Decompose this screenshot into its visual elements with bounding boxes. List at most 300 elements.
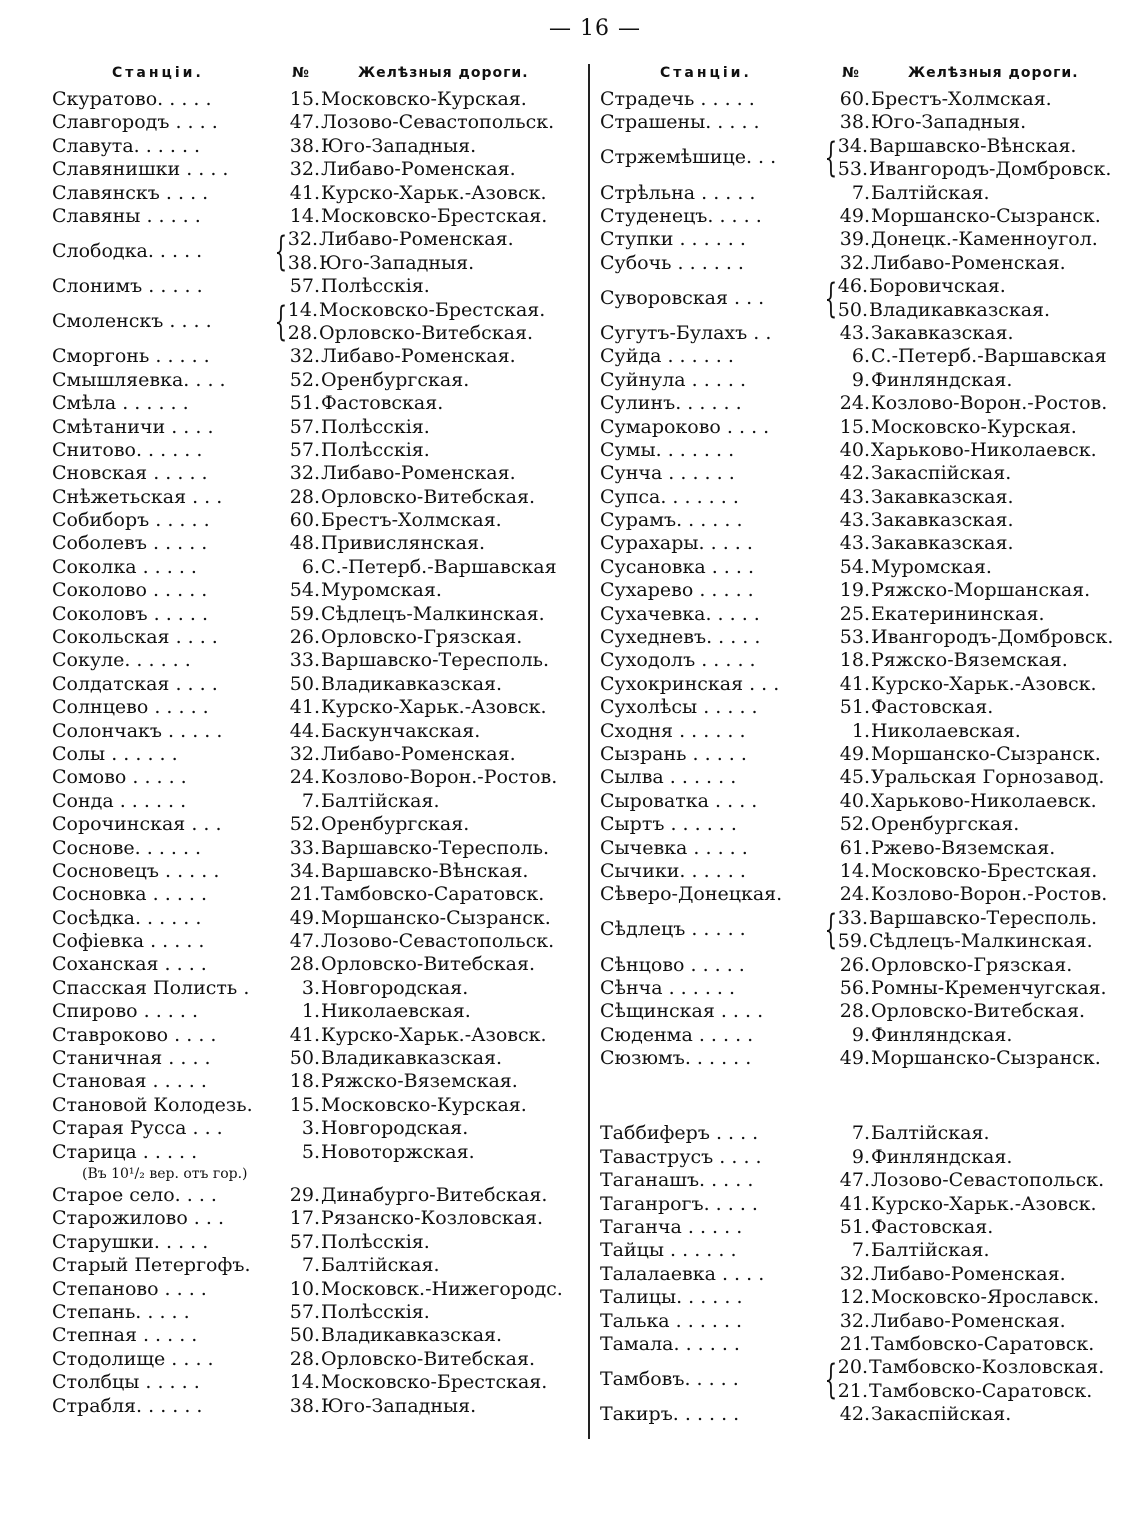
station-name: Сморгонь . . . . . bbox=[52, 345, 210, 368]
railway-list bbox=[282, 299, 545, 346]
railway-name: Либаво-Роменская. bbox=[319, 228, 514, 251]
railway-name: Лозово-Севастопольск. bbox=[871, 1169, 1105, 1192]
station-row bbox=[600, 907, 1140, 954]
station-row bbox=[52, 1254, 584, 1277]
station-row bbox=[600, 322, 1140, 345]
railway-number: 10. bbox=[289, 1277, 320, 1300]
railway-name: Орловско-Витебская. bbox=[321, 1347, 536, 1370]
railway-name: Московско-Ярославск. bbox=[871, 1286, 1100, 1309]
railway-number: 32. bbox=[839, 251, 870, 274]
station-row bbox=[600, 766, 1140, 789]
railway-number: 9. bbox=[851, 1145, 870, 1168]
station-row bbox=[600, 860, 1140, 883]
railway-number: 3. bbox=[301, 976, 320, 999]
railway-number: 21. bbox=[837, 1379, 868, 1402]
station-row bbox=[600, 1193, 1140, 1216]
station-name: Сокуле. . . . . . bbox=[52, 649, 191, 672]
railway-list bbox=[282, 228, 514, 275]
station-name: Сурамъ. . . . . . bbox=[600, 509, 743, 532]
station-name: Степная . . . . . bbox=[52, 1324, 198, 1347]
railway-number: 24. bbox=[289, 766, 320, 789]
railway-number: 33. bbox=[837, 906, 868, 929]
station-name: Сусановка . . . . bbox=[600, 555, 755, 578]
railway-number: 57. bbox=[289, 1230, 320, 1253]
station-row bbox=[600, 649, 1140, 672]
station-name: Талька . . . . . . bbox=[600, 1309, 743, 1332]
station-name: Сосновецъ . . . . . bbox=[52, 859, 220, 882]
station-row bbox=[600, 1403, 1140, 1426]
station-name: Становой Колодезь. bbox=[52, 1093, 253, 1116]
railway-number: 12. bbox=[839, 1286, 870, 1309]
railway-name: Закавказская. bbox=[871, 532, 1014, 555]
railway-name: Муромская. bbox=[321, 579, 442, 602]
railway-name: Моршанско-Сызранск. bbox=[321, 906, 551, 929]
railway-name: Ромны-Кременчугская. bbox=[871, 976, 1107, 999]
railway-entry bbox=[832, 135, 1111, 158]
railway-name: Курско-Харьк.-Азовск. bbox=[871, 672, 1097, 695]
station-row bbox=[600, 837, 1140, 860]
header-number: № bbox=[842, 65, 860, 81]
station-row bbox=[52, 1070, 584, 1093]
station-row bbox=[52, 696, 584, 719]
railway-number: 15. bbox=[289, 88, 320, 110]
railway-number: 33. bbox=[289, 836, 320, 859]
station-name: Станичная . . . . bbox=[52, 1047, 211, 1070]
railway-number: 57. bbox=[289, 1300, 320, 1323]
railway-name: Либаво-Роменская. bbox=[321, 742, 516, 765]
railway-name: Сѣдлецъ-Малкинская. bbox=[869, 930, 1093, 953]
railway-name: Полѣсскія. bbox=[321, 1230, 430, 1253]
station-name: Сухедневъ. . . . . bbox=[600, 626, 761, 649]
railway-number: 17. bbox=[289, 1207, 320, 1230]
header-railway: Желѣзныя дороги. bbox=[358, 65, 529, 81]
station-row bbox=[52, 532, 584, 555]
railway-number: 49. bbox=[839, 742, 870, 765]
station-row bbox=[600, 813, 1140, 836]
station-row bbox=[600, 1216, 1140, 1239]
station-name: Соханская . . . . bbox=[52, 953, 207, 976]
station-name: Соснове. . . . . . bbox=[52, 836, 202, 859]
station-name: Сѣверо-Донецкая. bbox=[600, 883, 783, 906]
railway-name: Новгородская. bbox=[321, 1117, 469, 1140]
station-name: Стржемѣшице. . . bbox=[600, 146, 777, 169]
railway-number: 25. bbox=[839, 602, 870, 625]
station-row bbox=[52, 953, 584, 976]
station-name: Славянскъ . . . . bbox=[52, 181, 209, 204]
station-row bbox=[52, 1184, 584, 1207]
railway-entry bbox=[282, 252, 514, 275]
station-row bbox=[52, 1278, 584, 1301]
station-name: Сугутъ-Булахъ . . bbox=[600, 321, 772, 344]
railway-number: 49. bbox=[839, 204, 870, 227]
station-row bbox=[600, 111, 1140, 134]
station-row bbox=[52, 182, 584, 205]
railway-number: 1. bbox=[851, 719, 870, 742]
railway-number: 48. bbox=[289, 532, 320, 555]
station-row bbox=[52, 649, 584, 672]
station-row bbox=[600, 462, 1140, 485]
station-row bbox=[52, 556, 584, 579]
railway-name: Балтійская. bbox=[321, 1254, 440, 1277]
station-row bbox=[600, 1239, 1140, 1262]
brace-icon: { bbox=[824, 907, 838, 954]
railway-number: 6. bbox=[301, 555, 320, 578]
station-name: Сызрань . . . . . bbox=[600, 742, 747, 765]
railway-name: Курско-Харьк.-Азовск. bbox=[321, 1023, 547, 1046]
station-row bbox=[600, 603, 1140, 626]
station-name: Сонда . . . . . . bbox=[52, 789, 187, 812]
station-row bbox=[600, 392, 1140, 415]
station-name: Суворовская . . . bbox=[600, 286, 765, 309]
station-name: Славгородъ . . . . bbox=[52, 111, 218, 134]
station-list bbox=[600, 88, 1140, 1427]
railway-name: Козлово-Ворон.-Ростов. bbox=[321, 766, 558, 789]
railway-name: С.-Петерб.-Варшавская bbox=[321, 555, 557, 578]
station-name: Талалаевка . . . . bbox=[600, 1262, 765, 1285]
station-row bbox=[600, 439, 1140, 462]
railway-name: Московско-Брестская. bbox=[321, 204, 548, 227]
railway-number: 15. bbox=[839, 415, 870, 438]
railway-number: 18. bbox=[289, 1070, 320, 1093]
station-name: Смоленскъ . . . . bbox=[52, 310, 212, 333]
station-row bbox=[52, 1395, 584, 1418]
station-row bbox=[600, 696, 1140, 719]
railway-number: 32. bbox=[287, 228, 318, 251]
station-name: Такиръ. . . . . . bbox=[600, 1403, 740, 1426]
station-name: Спасская Полисть . bbox=[52, 976, 250, 999]
station-name: Снитово. . . . . . bbox=[52, 438, 203, 461]
railway-name: Муромская. bbox=[871, 555, 992, 578]
railway-name: Орловско-Витебская. bbox=[321, 485, 536, 508]
railway-number: 24. bbox=[839, 392, 870, 415]
station-name: Сухачевка. . . . . bbox=[600, 602, 760, 625]
railway-number: 43. bbox=[839, 532, 870, 555]
station-row bbox=[600, 416, 1140, 439]
railway-number: 44. bbox=[289, 719, 320, 742]
station-row bbox=[52, 1324, 584, 1347]
railway-list bbox=[832, 135, 1111, 182]
railway-name: Владикавказская. bbox=[869, 298, 1051, 321]
column-divider bbox=[588, 64, 590, 1439]
station-row bbox=[52, 439, 584, 462]
railway-number: 7. bbox=[851, 1239, 870, 1262]
railway-name: Закаспійская. bbox=[871, 1403, 1012, 1426]
station-row bbox=[600, 1356, 1140, 1403]
station-name: Страбля. . . . . . bbox=[52, 1394, 203, 1417]
station-row bbox=[52, 1141, 584, 1164]
station-name: Сычевка . . . . . bbox=[600, 836, 748, 859]
railway-number: 46. bbox=[837, 275, 868, 298]
railway-name: Московско-Курская. bbox=[871, 415, 1077, 438]
station-name: Сѣнча . . . . . . bbox=[600, 976, 736, 999]
station-row bbox=[600, 1169, 1140, 1192]
railway-name: Московско-Брестская. bbox=[871, 859, 1098, 882]
railway-number: 42. bbox=[839, 1403, 870, 1426]
railway-name: Варшавско-Вѣнская. bbox=[869, 134, 1077, 157]
station-row bbox=[52, 111, 584, 134]
station-name: Сѣнцово . . . . . bbox=[600, 953, 745, 976]
railway-name: Орловско-Грязская. bbox=[871, 953, 1073, 976]
station-row bbox=[52, 790, 584, 813]
railway-number: 41. bbox=[289, 1023, 320, 1046]
station-row bbox=[52, 509, 584, 532]
railway-number: 34. bbox=[289, 859, 320, 882]
railway-number: 28. bbox=[287, 321, 318, 344]
railway-name: Финляндская. bbox=[871, 1145, 1013, 1168]
railway-entry bbox=[832, 299, 1050, 322]
railway-number: 14. bbox=[287, 298, 318, 321]
railway-number: 19. bbox=[839, 579, 870, 602]
railway-name: Юго-Западныя. bbox=[321, 1394, 477, 1417]
station-name: Сходня . . . . . . bbox=[600, 719, 746, 742]
railway-name: Полѣсскія. bbox=[321, 438, 430, 461]
station-row bbox=[600, 954, 1140, 977]
station-row bbox=[52, 860, 584, 883]
railway-name: Оренбургская. bbox=[321, 813, 470, 836]
railway-number: 54. bbox=[839, 555, 870, 578]
railway-number: 50. bbox=[289, 1047, 320, 1070]
railway-name: Тамбовско-Саратовск. bbox=[871, 1332, 1095, 1355]
railway-name: Орловско-Витебская. bbox=[319, 321, 534, 344]
station-name: Таганашъ. . . . . bbox=[600, 1169, 754, 1192]
station-name: Сосновка . . . . . bbox=[52, 883, 208, 906]
brace-icon: { bbox=[824, 1356, 838, 1403]
station-name: Старая Русса . . . bbox=[52, 1117, 223, 1140]
station-name: Солы . . . . . . bbox=[52, 742, 178, 765]
railway-number: 57. bbox=[289, 415, 320, 438]
station-row bbox=[600, 135, 1140, 182]
railway-number: 28. bbox=[289, 1347, 320, 1370]
station-row bbox=[52, 720, 584, 743]
railway-name: Московско-Курская. bbox=[321, 88, 527, 110]
railway-name: Юго-Западныя. bbox=[319, 251, 475, 274]
railway-name: Варшавско-Тересполь. bbox=[869, 906, 1098, 929]
header-station: Станцiи. bbox=[112, 65, 204, 81]
railway-name: Боровичская. bbox=[869, 275, 1006, 298]
railway-name: Моршанско-Сызранск. bbox=[871, 1047, 1101, 1070]
station-name: Сѣщинская . . . . bbox=[600, 1000, 764, 1023]
station-name: Супса. . . . . . . bbox=[600, 485, 739, 508]
station-row bbox=[52, 345, 584, 368]
railway-name: Моршанско-Сызранск. bbox=[871, 742, 1101, 765]
railway-number: 33. bbox=[289, 649, 320, 672]
railway-number: 14. bbox=[289, 1371, 320, 1394]
station-row bbox=[52, 837, 584, 860]
station-name: Таганча . . . . . bbox=[600, 1216, 743, 1239]
station-name: Солнцево . . . . . bbox=[52, 696, 209, 719]
railway-number: 43. bbox=[839, 321, 870, 344]
station-name: Сумароково . . . . bbox=[600, 415, 770, 438]
station-name: Скуратово. . . . . bbox=[52, 88, 212, 110]
station-row bbox=[600, 486, 1140, 509]
railway-list bbox=[832, 1356, 1104, 1403]
station-name: Талицы. . . . . . bbox=[600, 1286, 743, 1309]
railway-number: 45. bbox=[839, 766, 870, 789]
railway-number: 61. bbox=[839, 836, 870, 859]
station-name: Старица . . . . . bbox=[52, 1140, 198, 1163]
railway-name: Балтійская. bbox=[871, 1122, 990, 1145]
station-row bbox=[600, 345, 1140, 368]
station-row bbox=[600, 1333, 1140, 1356]
railway-number: 32. bbox=[289, 345, 320, 368]
station-name: Сычики. . . . . . bbox=[600, 859, 746, 882]
station-name: Смѣтаничи . . . . bbox=[52, 415, 214, 438]
station-name: Сунча . . . . . . bbox=[600, 462, 735, 485]
column-header bbox=[600, 62, 1140, 88]
railway-entry bbox=[282, 228, 514, 251]
railway-name: Козлово-Ворон.-Ростов. bbox=[871, 392, 1108, 415]
railway-name: Харьково-Николаевск. bbox=[871, 438, 1097, 461]
station-name: Сюденма . . . . . bbox=[600, 1023, 754, 1046]
station-name: Ступки . . . . . . bbox=[600, 228, 746, 251]
railway-number: 7. bbox=[301, 1254, 320, 1277]
station-row bbox=[52, 1047, 584, 1070]
station-name: Тайцы . . . . . . bbox=[600, 1239, 737, 1262]
station-name: Славянишки . . . . bbox=[52, 158, 229, 181]
station-name: Сокольская . . . . bbox=[52, 626, 218, 649]
railway-number: 6. bbox=[851, 345, 870, 368]
railway-name: Финляндская. bbox=[871, 1023, 1013, 1046]
railway-name: Балтійская. bbox=[321, 789, 440, 812]
station-row bbox=[600, 532, 1140, 555]
station-row bbox=[52, 228, 584, 275]
station-row bbox=[600, 626, 1140, 649]
station-name: Сѣдлецъ . . . . . bbox=[600, 918, 746, 941]
railway-number: 29. bbox=[289, 1184, 320, 1206]
railway-name: Николаевская. bbox=[871, 719, 1021, 742]
station-row bbox=[52, 1371, 584, 1394]
column-header bbox=[52, 62, 584, 88]
railway-name: Баскунчакская. bbox=[321, 719, 481, 742]
railway-name: Московск.-Нижегородс. bbox=[321, 1277, 563, 1300]
station-name: Степаново . . . . bbox=[52, 1277, 207, 1300]
railway-number: 41. bbox=[839, 672, 870, 695]
railway-name: Либаво-Роменская. bbox=[321, 462, 516, 485]
station-row bbox=[52, 158, 584, 181]
station-row bbox=[52, 1094, 584, 1117]
railway-name: Тамбовско-Козловская. bbox=[869, 1356, 1105, 1379]
railway-number: 15. bbox=[289, 1093, 320, 1116]
railway-name: Тамбовско-Саратовск. bbox=[869, 1379, 1093, 1402]
station-row bbox=[600, 509, 1140, 532]
railway-number: 38. bbox=[289, 1394, 320, 1417]
railway-name: Закавказская. bbox=[871, 485, 1014, 508]
railway-number: 40. bbox=[839, 789, 870, 812]
station-name: Студенецъ. . . . . bbox=[600, 204, 762, 227]
railway-name: Юго-Западныя. bbox=[871, 111, 1027, 134]
railway-number: 3. bbox=[301, 1117, 320, 1140]
station-row bbox=[52, 883, 584, 906]
railway-name: Либаво-Роменская. bbox=[871, 251, 1066, 274]
railway-number: 14. bbox=[289, 204, 320, 227]
railway-name: Полѣсскія. bbox=[321, 1300, 430, 1323]
railway-name: Фастовская. bbox=[321, 392, 444, 415]
railway-name: Закавказская. bbox=[871, 321, 1014, 344]
station-row bbox=[600, 579, 1140, 602]
railway-entry bbox=[832, 275, 1050, 298]
station-row bbox=[52, 813, 584, 836]
railway-name: Фастовская. bbox=[871, 1216, 994, 1239]
station-row bbox=[52, 1301, 584, 1324]
station-row bbox=[52, 1348, 584, 1371]
railway-number: 53. bbox=[837, 158, 868, 181]
railway-entry bbox=[832, 907, 1097, 930]
station-name: Смышляевка. . . . bbox=[52, 368, 226, 391]
railway-number: 1. bbox=[301, 1000, 320, 1023]
station-name: Солончакъ . . . . . bbox=[52, 719, 223, 742]
railway-number: 32. bbox=[289, 158, 320, 181]
railway-name: Привислянская. bbox=[321, 532, 485, 555]
railway-name: Козлово-Ворон.-Ростов. bbox=[871, 883, 1108, 906]
railway-name: Балтійская. bbox=[871, 181, 990, 204]
station-row bbox=[52, 1024, 584, 1047]
railway-name: Орловско-Витебская. bbox=[871, 1000, 1086, 1023]
page-number: — 16 — bbox=[549, 16, 641, 41]
station-name: Сухокринская . . . bbox=[600, 672, 780, 695]
station-name: Таганрогъ. . . . . bbox=[600, 1192, 758, 1215]
railway-number: 60. bbox=[839, 88, 870, 110]
station-row bbox=[52, 930, 584, 953]
station-row bbox=[52, 626, 584, 649]
railway-number: 50. bbox=[289, 1324, 320, 1347]
railway-number: 50. bbox=[289, 672, 320, 695]
railway-number: 54. bbox=[289, 579, 320, 602]
railway-number: 59. bbox=[837, 930, 868, 953]
station-name: Страдечь . . . . . bbox=[600, 88, 755, 110]
railway-name: Брестъ-Холмская. bbox=[871, 88, 1052, 110]
station-row bbox=[52, 579, 584, 602]
railway-number: 9. bbox=[851, 368, 870, 391]
railway-name: Балтійская. bbox=[871, 1239, 990, 1262]
railway-entry bbox=[832, 1356, 1104, 1379]
station-row bbox=[52, 392, 584, 415]
brace-icon: { bbox=[824, 135, 838, 182]
railway-name: Динабурго-Витебская. bbox=[321, 1184, 548, 1206]
railway-number: 38. bbox=[839, 111, 870, 134]
station-name: Смѣла . . . . . . bbox=[52, 392, 189, 415]
station-row bbox=[52, 299, 584, 346]
railway-entry bbox=[282, 299, 545, 322]
station-row bbox=[600, 1286, 1140, 1309]
railway-name: Сѣдлецъ-Малкинская. bbox=[321, 602, 545, 625]
station-name: Славута. . . . . . bbox=[52, 134, 201, 157]
railway-name: Екатерининская. bbox=[871, 602, 1045, 625]
railway-name: Харьково-Николаевск. bbox=[871, 789, 1097, 812]
station-row bbox=[52, 1207, 584, 1230]
railway-name: Фастовская. bbox=[871, 696, 994, 719]
railway-name: Орловско-Грязская. bbox=[321, 626, 523, 649]
railway-number: 32. bbox=[839, 1262, 870, 1285]
railway-name: Либаво-Роменская. bbox=[871, 1309, 1066, 1332]
header-railway: Желѣзныя дороги. bbox=[908, 65, 1079, 81]
station-row bbox=[52, 462, 584, 485]
railway-number: 42. bbox=[839, 462, 870, 485]
railway-name: Либаво-Роменская. bbox=[321, 158, 516, 181]
station-row bbox=[52, 135, 584, 158]
header-station: Станцiи. bbox=[660, 65, 752, 81]
station-name: Степань. . . . . bbox=[52, 1300, 190, 1323]
station-name: Старожилово . . . bbox=[52, 1207, 225, 1230]
station-row bbox=[600, 1310, 1140, 1333]
railway-name: Закавказская. bbox=[871, 509, 1014, 532]
railway-number: 32. bbox=[289, 742, 320, 765]
station-row bbox=[52, 977, 584, 1000]
station-row bbox=[600, 1263, 1140, 1286]
station-name: Сылва . . . . . . bbox=[600, 766, 737, 789]
railway-number: 47. bbox=[289, 111, 320, 134]
station-name: Сыртъ . . . . . . bbox=[600, 813, 737, 836]
railway-number: 14. bbox=[839, 859, 870, 882]
